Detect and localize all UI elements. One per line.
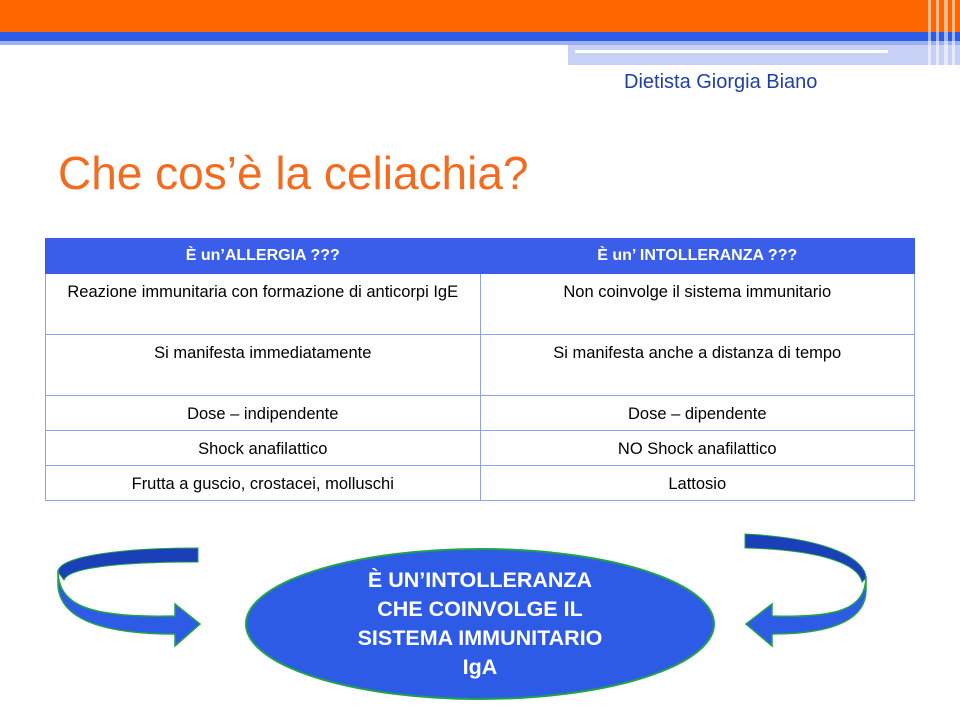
table-cell: Shock anafilattico: [46, 431, 481, 466]
table-cell: Reazione immunitaria con formazione di anticorpi IgE: [46, 274, 481, 335]
table-row: [46, 335, 915, 396]
slide-title: Che cos’è la celiachia?: [58, 147, 529, 199]
header-allergy: È un’ALLERGIA ???: [46, 239, 481, 274]
conclusion-line: IgA: [462, 655, 498, 679]
comparison-table: [45, 238, 915, 501]
header-blue-bar: [0, 32, 960, 41]
header-right-block: [568, 45, 960, 65]
table-header-row: [46, 239, 915, 274]
table-cell: Si manifesta anche a distanza di tempo: [480, 335, 915, 396]
table-cell: Si manifesta immediatamente: [46, 335, 481, 396]
table-row: [46, 431, 915, 466]
table-row: [46, 466, 915, 501]
table-cell: Dose – indipendente: [46, 396, 481, 431]
header-white-line: [575, 50, 888, 53]
table-cell: Non coinvolge il sistema immunitario: [480, 274, 915, 335]
table-cell: Frutta a guscio, crostacei, molluschi: [46, 466, 481, 501]
table-cell: Lattosio: [480, 466, 915, 501]
header-orange-bar: [0, 0, 960, 32]
table-row: [46, 396, 915, 431]
header-light-bar: [0, 41, 960, 45]
table-cell: NO Shock anafilattico: [480, 431, 915, 466]
conclusion-line: È UN’INTOLLERANZA: [367, 568, 593, 592]
right-curved-arrow-icon: [745, 534, 866, 646]
header-band: [0, 0, 960, 70]
table-row: [46, 274, 915, 335]
table-cell: Dose – dipendente: [480, 396, 915, 431]
author-label: Dietista Giorgia Biano: [624, 71, 818, 93]
conclusion-text: [300, 566, 660, 682]
left-curved-arrow-icon: [58, 548, 200, 646]
header-intolerance: È un’ INTOLLERANZA ???: [480, 239, 915, 274]
conclusion-line: SISTEMA IMMUNITARIO: [357, 626, 603, 650]
conclusion-line: CHE COINVOLGE IL: [377, 597, 583, 621]
